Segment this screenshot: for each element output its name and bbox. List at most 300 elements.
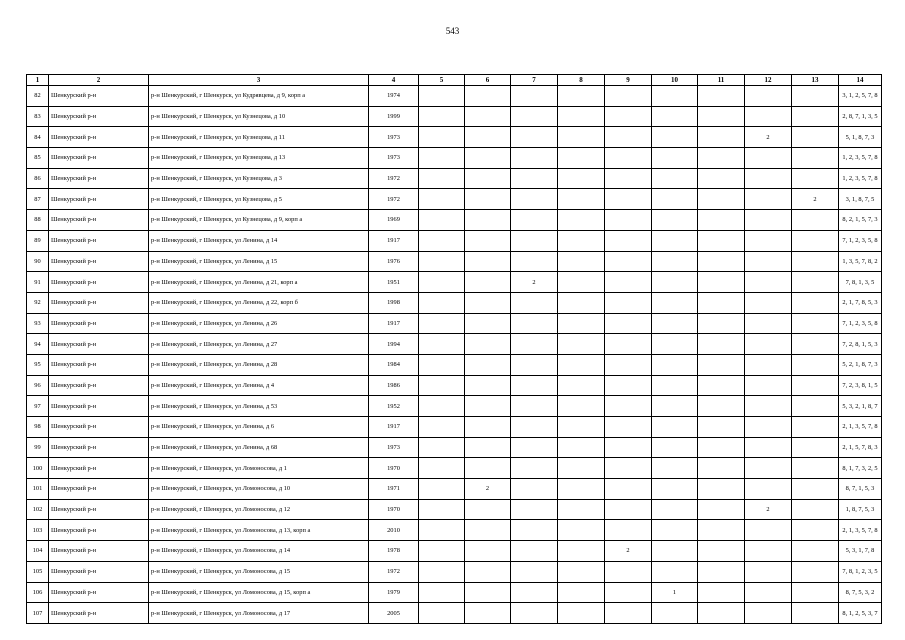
cell-c13	[792, 272, 839, 293]
cell-c9	[605, 148, 652, 169]
cell-c5	[419, 603, 465, 624]
cell-c3: р-н Шенкурский, г Шенкурск, ул Ломоносова, д 17	[149, 603, 369, 624]
table-row	[27, 313, 882, 334]
cell-c14: 7, 8, 1, 3, 5	[839, 272, 882, 293]
cell-c13	[792, 396, 839, 417]
cell-c6	[465, 86, 511, 107]
cell-c5	[419, 375, 465, 396]
cell-c3: р-н Шенкурский, г Шенкурск, ул Ломоносова, д 12	[149, 499, 369, 520]
cell-c2: Шенкурский р-н	[49, 458, 149, 479]
table-row	[27, 251, 882, 272]
cell-c9	[605, 354, 652, 375]
cell-c1: 93	[27, 313, 49, 334]
cell-c6	[465, 106, 511, 127]
cell-c7	[511, 86, 558, 107]
cell-c8	[558, 230, 605, 251]
cell-c6	[465, 417, 511, 438]
cell-c2: Шенкурский р-н	[49, 86, 149, 107]
cell-c1: 84	[27, 127, 49, 148]
cell-c9: 2	[605, 541, 652, 562]
cell-c14: 8, 7, 1, 5, 3	[839, 479, 882, 500]
cell-c8	[558, 396, 605, 417]
cell-c8	[558, 334, 605, 355]
cell-c10	[652, 561, 698, 582]
cell-c10	[652, 86, 698, 107]
cell-c5	[419, 582, 465, 603]
cell-c14: 8, 1, 7, 3, 2, 5	[839, 458, 882, 479]
cell-c4: 1973	[369, 127, 419, 148]
cell-c6	[465, 561, 511, 582]
cell-c12	[745, 582, 792, 603]
page-number: 543	[445, 26, 460, 36]
cell-c10	[652, 437, 698, 458]
cell-c1: 104	[27, 541, 49, 562]
cell-c1: 106	[27, 582, 49, 603]
table-row	[27, 334, 882, 355]
cell-c11	[698, 541, 745, 562]
cell-c9	[605, 417, 652, 438]
cell-c3: р-н Шенкурский, г Шенкурск, ул Кузнецова, д 9, корп а	[149, 210, 369, 231]
cell-c1: 86	[27, 168, 49, 189]
cell-c8	[558, 168, 605, 189]
table-row	[27, 458, 882, 479]
cell-c5	[419, 127, 465, 148]
column-header-5: 5	[419, 75, 465, 86]
cell-c12	[745, 396, 792, 417]
column-header-4: 4	[369, 75, 419, 86]
cell-c8	[558, 313, 605, 334]
cell-c2: Шенкурский р-н	[49, 541, 149, 562]
cell-c8	[558, 603, 605, 624]
cell-c2: Шенкурский р-н	[49, 582, 149, 603]
cell-c12	[745, 86, 792, 107]
cell-c7	[511, 417, 558, 438]
cell-c11	[698, 396, 745, 417]
cell-c13	[792, 354, 839, 375]
cell-c2: Шенкурский р-н	[49, 168, 149, 189]
cell-c12	[745, 230, 792, 251]
cell-c1: 100	[27, 458, 49, 479]
cell-c11	[698, 292, 745, 313]
cell-c13	[792, 479, 839, 500]
cell-c5	[419, 541, 465, 562]
table-row	[27, 499, 882, 520]
cell-c10	[652, 148, 698, 169]
cell-c1: 91	[27, 272, 49, 293]
cell-c1: 92	[27, 292, 49, 313]
cell-c6	[465, 230, 511, 251]
cell-c4: 1999	[369, 106, 419, 127]
table-row	[27, 272, 882, 293]
cell-c7	[511, 292, 558, 313]
cell-c10	[652, 127, 698, 148]
cell-c9	[605, 106, 652, 127]
cell-c2: Шенкурский р-н	[49, 148, 149, 169]
cell-c5	[419, 292, 465, 313]
cell-c6	[465, 251, 511, 272]
cell-c7	[511, 251, 558, 272]
cell-c8	[558, 541, 605, 562]
cell-c9	[605, 334, 652, 355]
column-header-1: 1	[27, 75, 49, 86]
cell-c6	[465, 168, 511, 189]
cell-c8	[558, 375, 605, 396]
cell-c8	[558, 479, 605, 500]
cell-c6	[465, 127, 511, 148]
cell-c13	[792, 603, 839, 624]
column-header-11: 11	[698, 75, 745, 86]
cell-c1: 96	[27, 375, 49, 396]
cell-c3: р-н Шенкурский, г Шенкурск, ул Ленина, д 22, корп б	[149, 292, 369, 313]
cell-c3: р-н Шенкурский, г Шенкурск, ул Ленина, д 21, корп а	[149, 272, 369, 293]
cell-c2: Шенкурский р-н	[49, 499, 149, 520]
cell-c10	[652, 375, 698, 396]
cell-c7	[511, 189, 558, 210]
cell-c12	[745, 417, 792, 438]
cell-c7	[511, 354, 558, 375]
cell-c7	[511, 334, 558, 355]
cell-c5	[419, 479, 465, 500]
cell-c14: 7, 1, 2, 3, 5, 8	[839, 313, 882, 334]
cell-c11	[698, 458, 745, 479]
cell-c12	[745, 292, 792, 313]
cell-c6	[465, 148, 511, 169]
cell-c14: 8, 1, 2, 5, 3, 7	[839, 603, 882, 624]
cell-c9	[605, 520, 652, 541]
cell-c6	[465, 292, 511, 313]
cell-c3: р-н Шенкурский, г Шенкурск, ул Ленина, д 26	[149, 313, 369, 334]
cell-c13	[792, 127, 839, 148]
cell-c8	[558, 437, 605, 458]
cell-c13	[792, 437, 839, 458]
cell-c10	[652, 520, 698, 541]
cell-c10	[652, 106, 698, 127]
cell-c11	[698, 272, 745, 293]
cell-c9	[605, 251, 652, 272]
cell-c6: 2	[465, 479, 511, 500]
cell-c13	[792, 334, 839, 355]
cell-c4: 1969	[369, 210, 419, 231]
cell-c5	[419, 210, 465, 231]
cell-c1: 94	[27, 334, 49, 355]
cell-c5	[419, 189, 465, 210]
table-row	[27, 541, 882, 562]
column-header-7: 7	[511, 75, 558, 86]
cell-c3: р-н Шенкурский, г Шенкурск, ул Ленина, д 27	[149, 334, 369, 355]
cell-c2: Шенкурский р-н	[49, 375, 149, 396]
cell-c14: 2, 1, 7, 8, 5, 3	[839, 292, 882, 313]
cell-c7	[511, 127, 558, 148]
cell-c8	[558, 210, 605, 231]
cell-c9	[605, 375, 652, 396]
cell-c2: Шенкурский р-н	[49, 396, 149, 417]
cell-c5	[419, 106, 465, 127]
cell-c2: Шенкурский р-н	[49, 210, 149, 231]
cell-c5	[419, 437, 465, 458]
cell-c7	[511, 210, 558, 231]
cell-c14: 7, 8, 1, 2, 3, 5	[839, 561, 882, 582]
cell-c14: 5, 3, 2, 1, 8, 7	[839, 396, 882, 417]
cell-c6	[465, 603, 511, 624]
cell-c11	[698, 561, 745, 582]
cell-c1: 89	[27, 230, 49, 251]
cell-c9	[605, 127, 652, 148]
cell-c9	[605, 437, 652, 458]
cell-c13	[792, 541, 839, 562]
cell-c6	[465, 582, 511, 603]
cell-c9	[605, 313, 652, 334]
cell-c13	[792, 168, 839, 189]
table-row	[27, 127, 882, 148]
cell-c2: Шенкурский р-н	[49, 354, 149, 375]
cell-c7	[511, 541, 558, 562]
cell-c14: 1, 8, 7, 5, 3	[839, 499, 882, 520]
cell-c5	[419, 499, 465, 520]
cell-c4: 1917	[369, 313, 419, 334]
cell-c5	[419, 396, 465, 417]
cell-c7	[511, 230, 558, 251]
cell-c6	[465, 520, 511, 541]
cell-c11	[698, 189, 745, 210]
cell-c4: 1984	[369, 354, 419, 375]
cell-c7	[511, 479, 558, 500]
cell-c4: 1972	[369, 561, 419, 582]
cell-c9	[605, 168, 652, 189]
column-header-8: 8	[558, 75, 605, 86]
cell-c3: р-н Шенкурский, г Шенкурск, ул Ленина, д 14	[149, 230, 369, 251]
table-row	[27, 417, 882, 438]
cell-c13	[792, 148, 839, 169]
cell-c7	[511, 396, 558, 417]
table-row	[27, 520, 882, 541]
cell-c4: 1998	[369, 292, 419, 313]
cell-c12	[745, 148, 792, 169]
cell-c11	[698, 334, 745, 355]
cell-c3: р-н Шенкурский, г Шенкурск, ул Ломоносова, д 1	[149, 458, 369, 479]
cell-c8	[558, 148, 605, 169]
cell-c5	[419, 561, 465, 582]
cell-c6	[465, 210, 511, 231]
cell-c3: р-н Шенкурский, г Шенкурск, ул Кузнецова, д 5	[149, 189, 369, 210]
cell-c10	[652, 458, 698, 479]
cell-c1: 90	[27, 251, 49, 272]
cell-c14: 5, 2, 1, 8, 7, 3	[839, 354, 882, 375]
header-row	[27, 75, 882, 86]
cell-c6	[465, 541, 511, 562]
cell-c1: 85	[27, 148, 49, 169]
cell-c14: 7, 2, 8, 1, 5, 3	[839, 334, 882, 355]
cell-c3: р-н Шенкурский, г Шенкурск, ул Ленина, д 15	[149, 251, 369, 272]
cell-c3: р-н Шенкурский, г Шенкурск, ул Ленина, д 6	[149, 417, 369, 438]
cell-c9	[605, 499, 652, 520]
cell-c11	[698, 437, 745, 458]
cell-c4: 1972	[369, 189, 419, 210]
cell-c8	[558, 127, 605, 148]
cell-c8	[558, 106, 605, 127]
cell-c14: 2, 1, 3, 5, 7, 8	[839, 417, 882, 438]
cell-c3: р-н Шенкурский, г Шенкурск, ул Кузнецова, д 3	[149, 168, 369, 189]
cell-c9	[605, 230, 652, 251]
cell-c1: 88	[27, 210, 49, 231]
cell-c9	[605, 396, 652, 417]
cell-c4: 1994	[369, 334, 419, 355]
cell-c4: 1951	[369, 272, 419, 293]
cell-c6	[465, 375, 511, 396]
cell-c11	[698, 582, 745, 603]
cell-c9	[605, 458, 652, 479]
cell-c6	[465, 396, 511, 417]
column-header-12: 12	[745, 75, 792, 86]
cell-c11	[698, 251, 745, 272]
cell-c8	[558, 189, 605, 210]
cell-c8	[558, 520, 605, 541]
cell-c6	[465, 189, 511, 210]
cell-c11	[698, 168, 745, 189]
cell-c12: 2	[745, 127, 792, 148]
cell-c1: 103	[27, 520, 49, 541]
cell-c11	[698, 313, 745, 334]
cell-c9	[605, 561, 652, 582]
cell-c13	[792, 417, 839, 438]
table-row	[27, 292, 882, 313]
cell-c14: 1, 2, 3, 5, 7, 8	[839, 168, 882, 189]
cell-c4: 1976	[369, 251, 419, 272]
cell-c4: 1970	[369, 499, 419, 520]
cell-c4: 1973	[369, 148, 419, 169]
cell-c9	[605, 292, 652, 313]
cell-c1: 97	[27, 396, 49, 417]
cell-c7	[511, 148, 558, 169]
cell-c5	[419, 251, 465, 272]
cell-c5	[419, 313, 465, 334]
table-row	[27, 189, 882, 210]
cell-c2: Шенкурский р-н	[49, 272, 149, 293]
cell-c11	[698, 520, 745, 541]
cell-c7	[511, 458, 558, 479]
cell-c10	[652, 230, 698, 251]
cell-c13	[792, 292, 839, 313]
cell-c7	[511, 168, 558, 189]
cell-c5	[419, 168, 465, 189]
cell-c3: р-н Шенкурский, г Шенкурск, ул Ленина, д 4	[149, 375, 369, 396]
cell-c4: 2005	[369, 603, 419, 624]
cell-c14: 8, 2, 1, 5, 7, 3	[839, 210, 882, 231]
cell-c12	[745, 251, 792, 272]
cell-c11	[698, 499, 745, 520]
cell-c11	[698, 375, 745, 396]
table-row	[27, 375, 882, 396]
cell-c13	[792, 210, 839, 231]
cell-c2: Шенкурский р-н	[49, 292, 149, 313]
cell-c13	[792, 561, 839, 582]
cell-c2: Шенкурский р-н	[49, 230, 149, 251]
cell-c14: 5, 3, 1, 7, 8	[839, 541, 882, 562]
cell-c7	[511, 313, 558, 334]
cell-c12	[745, 603, 792, 624]
cell-c2: Шенкурский р-н	[49, 479, 149, 500]
cell-c1: 82	[27, 86, 49, 107]
cell-c13	[792, 313, 839, 334]
cell-c2: Шенкурский р-н	[49, 334, 149, 355]
cell-c2: Шенкурский р-н	[49, 313, 149, 334]
cell-c4: 1972	[369, 168, 419, 189]
cell-c8	[558, 86, 605, 107]
cell-c4: 1917	[369, 417, 419, 438]
cell-c11	[698, 86, 745, 107]
cell-c3: р-н Шенкурский, г Шенкурск, ул Кузнецова, д 13	[149, 148, 369, 169]
table-row	[27, 603, 882, 624]
cell-c10: 1	[652, 582, 698, 603]
cell-c14: 2, 1, 5, 7, 8, 3	[839, 437, 882, 458]
cell-c6	[465, 272, 511, 293]
cell-c2: Шенкурский р-н	[49, 520, 149, 541]
cell-c6	[465, 313, 511, 334]
cell-c10	[652, 354, 698, 375]
cell-c10	[652, 272, 698, 293]
cell-c12	[745, 375, 792, 396]
cell-c12	[745, 210, 792, 231]
cell-c6	[465, 354, 511, 375]
cell-c9	[605, 582, 652, 603]
cell-c4: 2010	[369, 520, 419, 541]
cell-c12	[745, 458, 792, 479]
cell-c13: 2	[792, 189, 839, 210]
cell-c13	[792, 251, 839, 272]
cell-c12	[745, 479, 792, 500]
cell-c10	[652, 210, 698, 231]
cell-c1: 83	[27, 106, 49, 127]
cell-c5	[419, 354, 465, 375]
cell-c4: 1978	[369, 541, 419, 562]
table-row	[27, 106, 882, 127]
cell-c12	[745, 561, 792, 582]
cell-c5	[419, 272, 465, 293]
cell-c10	[652, 541, 698, 562]
cell-c5	[419, 86, 465, 107]
cell-c7: 2	[511, 272, 558, 293]
cell-c10	[652, 417, 698, 438]
cell-c4: 1973	[369, 437, 419, 458]
cell-c3: р-н Шенкурский, г Шенкурск, ул Кудрявцева, д 9, корп а	[149, 86, 369, 107]
cell-c7	[511, 106, 558, 127]
cell-c2: Шенкурский р-н	[49, 189, 149, 210]
cell-c3: р-н Шенкурский, г Шенкурск, ул Ломоносова, д 14	[149, 541, 369, 562]
column-header-9: 9	[605, 75, 652, 86]
cell-c9	[605, 479, 652, 500]
cell-c2: Шенкурский р-н	[49, 251, 149, 272]
cell-c9	[605, 86, 652, 107]
cell-c2: Шенкурский р-н	[49, 417, 149, 438]
cell-c10	[652, 499, 698, 520]
table-row	[27, 86, 882, 107]
cell-c7	[511, 499, 558, 520]
cell-c8	[558, 499, 605, 520]
table-row	[27, 210, 882, 231]
cell-c1: 107	[27, 603, 49, 624]
cell-c7	[511, 520, 558, 541]
cell-c14: 1, 3, 5, 7, 8, 2	[839, 251, 882, 272]
cell-c13	[792, 458, 839, 479]
cell-c13	[792, 86, 839, 107]
cell-c2: Шенкурский р-н	[49, 603, 149, 624]
cell-c9	[605, 272, 652, 293]
table-row	[27, 168, 882, 189]
cell-c5	[419, 520, 465, 541]
cell-c13	[792, 582, 839, 603]
cell-c13	[792, 499, 839, 520]
table-row	[27, 148, 882, 169]
cell-c2: Шенкурский р-н	[49, 561, 149, 582]
